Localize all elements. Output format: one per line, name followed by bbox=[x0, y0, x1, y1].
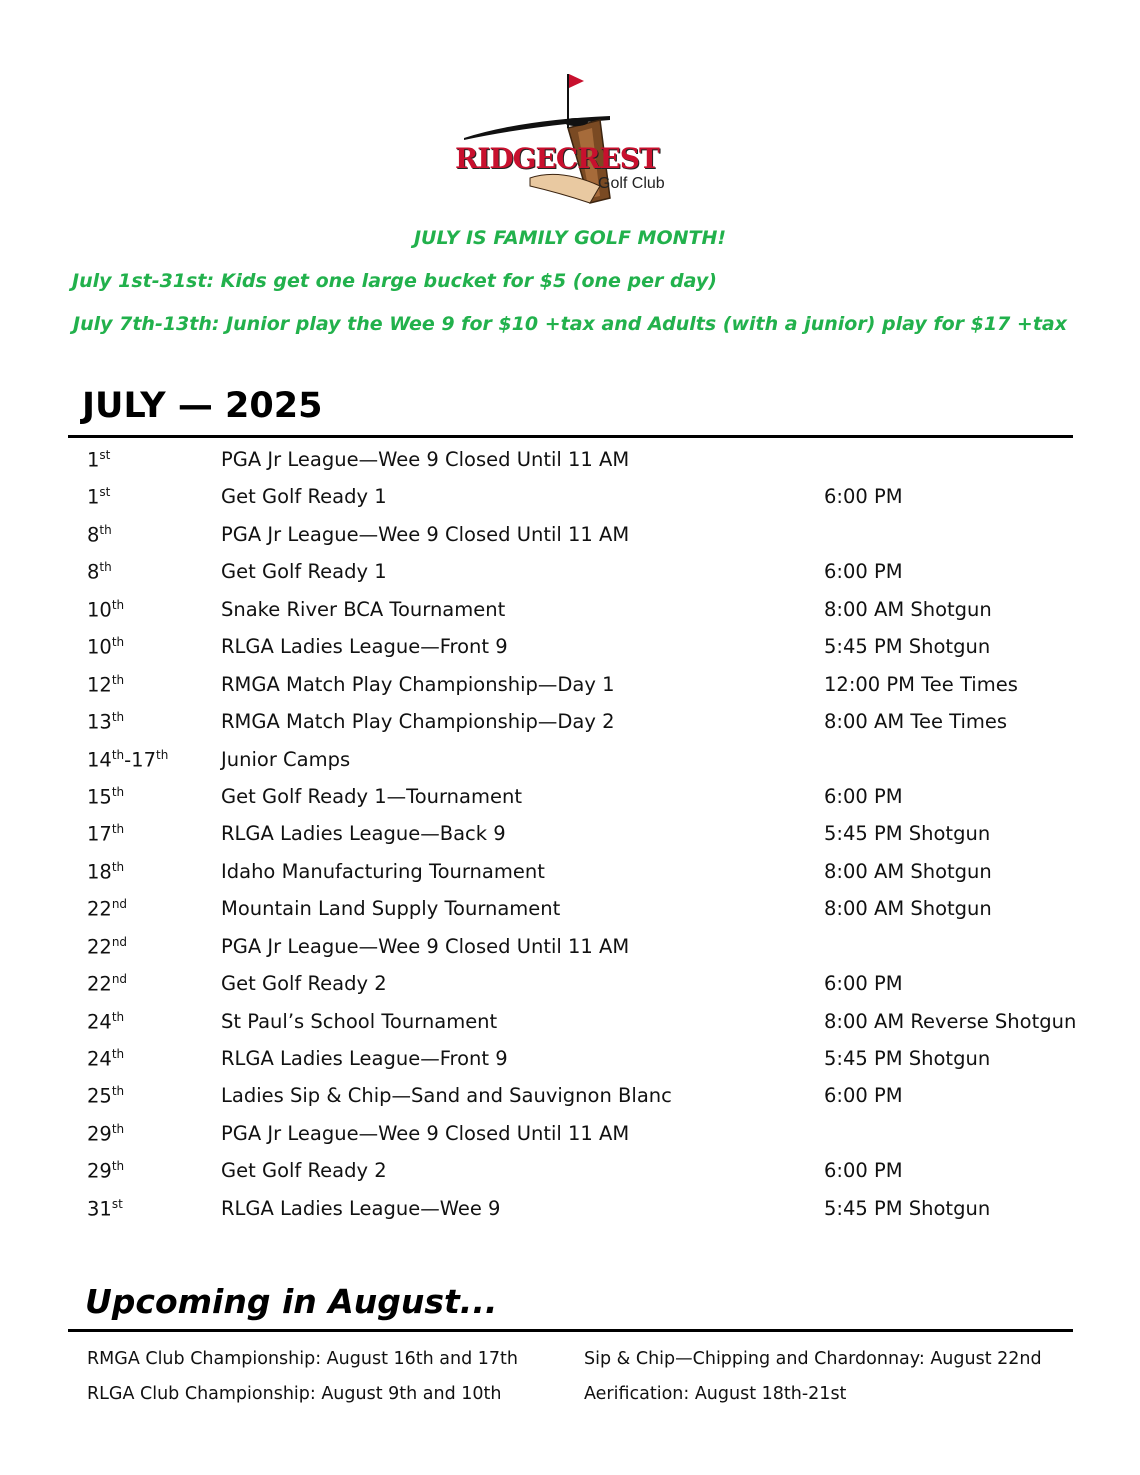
event-name: PGA Jr League—Wee 9 Closed Until 11 AM bbox=[221, 1121, 630, 1145]
month-heading: JULY — 2025 bbox=[82, 386, 323, 426]
event-row bbox=[0, 817, 1140, 854]
event-date: 10th bbox=[87, 597, 125, 622]
heading-divider bbox=[68, 435, 1073, 438]
event-time: 5:45 PM Shotgun bbox=[824, 822, 991, 846]
event-name: Get Golf Ready 2 bbox=[221, 972, 387, 996]
event-name: Mountain Land Supply Tournament bbox=[221, 897, 561, 921]
promo-line-2: July 7th-13th: Junior play the Wee 9 for $10 +tax and Adults (with a junior) play for $17 +tax bbox=[73, 313, 1068, 335]
logo-name: RIDGECREST bbox=[455, 142, 659, 175]
event-row bbox=[0, 930, 1140, 967]
event-date: 8th bbox=[87, 522, 112, 547]
event-row bbox=[0, 480, 1140, 517]
event-date: 25th bbox=[87, 1084, 125, 1108]
event-name: RLGA Ladies League—Front 9 bbox=[221, 635, 508, 659]
event-time: 5:45 PM Shotgun bbox=[824, 1196, 991, 1220]
event-name: RLGA Ladies League—Wee 9 bbox=[221, 1196, 501, 1220]
event-date: 13th bbox=[87, 710, 125, 734]
event-name: RMGA Match Play Championship—Day 2 bbox=[221, 710, 615, 734]
event-row bbox=[0, 743, 1140, 780]
event-date: 12th bbox=[87, 672, 125, 697]
august-item: Sip & Chip—Chipping and Chardonnay: August 22nd bbox=[584, 1349, 1042, 1369]
event-row bbox=[0, 1079, 1140, 1116]
event-row bbox=[0, 593, 1140, 630]
event-date: 29th bbox=[87, 1121, 125, 1146]
event-date: 15th bbox=[87, 784, 125, 809]
august-divider bbox=[68, 1329, 1073, 1332]
event-time: 8:00 AM Shotgun bbox=[824, 859, 992, 883]
event-date: 14th-17th bbox=[87, 747, 169, 771]
event-row bbox=[0, 1192, 1140, 1229]
event-row bbox=[0, 630, 1140, 667]
event-time: 8:00 AM Tee Times bbox=[824, 710, 1008, 734]
event-row bbox=[0, 443, 1140, 480]
event-date: 10th bbox=[87, 635, 125, 659]
event-date: 8th bbox=[87, 560, 112, 584]
event-time: 6:00 PM bbox=[824, 560, 903, 584]
event-time: 8:00 AM Reverse Shotgun bbox=[824, 1009, 1077, 1033]
event-time: 12:00 PM Tee Times bbox=[824, 672, 1018, 696]
event-list bbox=[0, 443, 1140, 1229]
event-date: 22nd bbox=[87, 934, 128, 959]
event-date: 24th bbox=[87, 1047, 125, 1071]
event-name: Junior Camps bbox=[221, 747, 351, 771]
august-item: Aerification: August 18th-21st bbox=[584, 1384, 847, 1404]
event-name: PGA Jr League—Wee 9 Closed Until 11 AM bbox=[221, 934, 630, 958]
logo-subtitle: Golf Club bbox=[598, 175, 665, 192]
event-row bbox=[0, 1154, 1140, 1191]
event-name: Get Golf Ready 2 bbox=[221, 1159, 387, 1183]
event-row bbox=[0, 967, 1140, 1004]
event-date: 22nd bbox=[87, 972, 128, 996]
event-date: 29th bbox=[87, 1159, 125, 1183]
event-time: 6:00 PM bbox=[824, 1159, 903, 1183]
event-name: PGA Jr League—Wee 9 Closed Until 11 AM bbox=[221, 522, 630, 546]
event-time: 8:00 AM Shotgun bbox=[824, 897, 992, 921]
event-row bbox=[0, 892, 1140, 929]
event-row bbox=[0, 555, 1140, 592]
event-name: RLGA Ladies League—Front 9 bbox=[221, 1047, 508, 1070]
august-heading: Upcoming in August... bbox=[85, 1282, 498, 1321]
event-name: Get Golf Ready 1—Tournament bbox=[221, 784, 522, 808]
event-time: 5:45 PM Shotgun bbox=[824, 1047, 991, 1070]
promo-title: JULY IS FAMILY GOLF MONTH! bbox=[413, 227, 727, 249]
event-time: 8:00 AM Shotgun bbox=[824, 597, 992, 621]
event-row bbox=[0, 1005, 1140, 1042]
event-row bbox=[0, 518, 1140, 555]
event-row bbox=[0, 855, 1140, 892]
event-name: Snake River BCA Tournament bbox=[221, 597, 506, 621]
event-date: 18th bbox=[87, 859, 125, 884]
event-name: Ladies Sip & Chip—Sand and Sauvignon Blanc bbox=[221, 1084, 672, 1108]
august-item: RMGA Club Championship: August 16th and 17th bbox=[87, 1349, 518, 1369]
event-name: RLGA Ladies League—Back 9 bbox=[221, 822, 506, 846]
event-row bbox=[0, 705, 1140, 742]
event-row bbox=[0, 780, 1140, 817]
event-time: 6:00 PM bbox=[824, 1084, 903, 1108]
event-date: 1st bbox=[87, 485, 111, 509]
event-date: 24th bbox=[87, 1009, 125, 1034]
event-row bbox=[0, 1117, 1140, 1154]
event-name: Idaho Manufacturing Tournament bbox=[221, 859, 545, 883]
event-time: 6:00 PM bbox=[824, 784, 903, 808]
event-name: PGA Jr League—Wee 9 Closed Until 11 AM bbox=[221, 448, 630, 471]
event-name: Get Golf Ready 1 bbox=[221, 560, 387, 584]
event-date: 1st bbox=[87, 448, 111, 472]
event-time: 6:00 PM bbox=[824, 485, 903, 509]
promo-line-1: July 1st-31st: Kids get one large bucket for $5 (one per day) bbox=[72, 270, 717, 292]
event-date: 31st bbox=[87, 1196, 123, 1221]
event-row bbox=[0, 668, 1140, 705]
event-time: 6:00 PM bbox=[824, 972, 903, 996]
event-name: St Paul’s School Tournament bbox=[221, 1009, 498, 1033]
event-date: 22nd bbox=[87, 897, 128, 921]
event-row bbox=[0, 1042, 1140, 1079]
august-item: RLGA Club Championship: August 9th and 10th bbox=[87, 1384, 502, 1404]
event-name: Get Golf Ready 1 bbox=[221, 485, 387, 509]
event-date: 17th bbox=[87, 822, 125, 846]
event-time: 5:45 PM Shotgun bbox=[824, 635, 991, 659]
event-name: RMGA Match Play Championship—Day 1 bbox=[221, 672, 615, 696]
